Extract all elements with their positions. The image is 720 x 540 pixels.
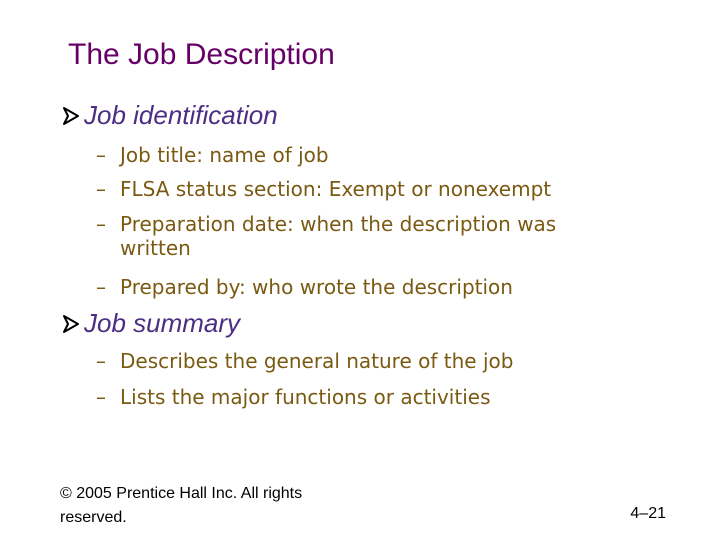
page-number: 4–21 (630, 505, 666, 522)
dash-marker: – (96, 385, 106, 409)
list-item (96, 177, 551, 201)
list-item-text: FLSA status section: Exempt or nonexempt (120, 177, 552, 201)
list-item (96, 143, 329, 167)
slide-title: The Job Description (68, 38, 335, 71)
bullet-job-identification (62, 100, 278, 131)
list-item-text: Preparation date: when the description was written (120, 212, 557, 260)
list-item-text: Lists the major functions or activities (120, 385, 491, 409)
list-item-text: Describes the general nature of the job (120, 349, 514, 373)
dash-marker: – (96, 212, 106, 236)
list-item-text: Job title: name of job (120, 143, 329, 167)
bullet-heading: Job summary (84, 308, 241, 338)
bullet-job-summary (62, 308, 240, 339)
bullet-heading: Job identification (84, 100, 278, 130)
arrow-bullet-icon (62, 104, 84, 130)
list-item (96, 275, 513, 299)
list-item (96, 349, 513, 373)
dash-marker: – (96, 349, 106, 373)
dash-marker: – (96, 177, 106, 201)
list-item (96, 385, 491, 409)
list-item (96, 212, 596, 260)
copyright-footer: © 2005 Prentice Hall Inc. All rights reserved. (60, 485, 303, 526)
arrow-bullet-icon (62, 312, 84, 338)
dash-marker: – (96, 275, 106, 299)
dash-marker: – (96, 143, 106, 167)
list-item-text: Prepared by: who wrote the description (120, 275, 513, 299)
